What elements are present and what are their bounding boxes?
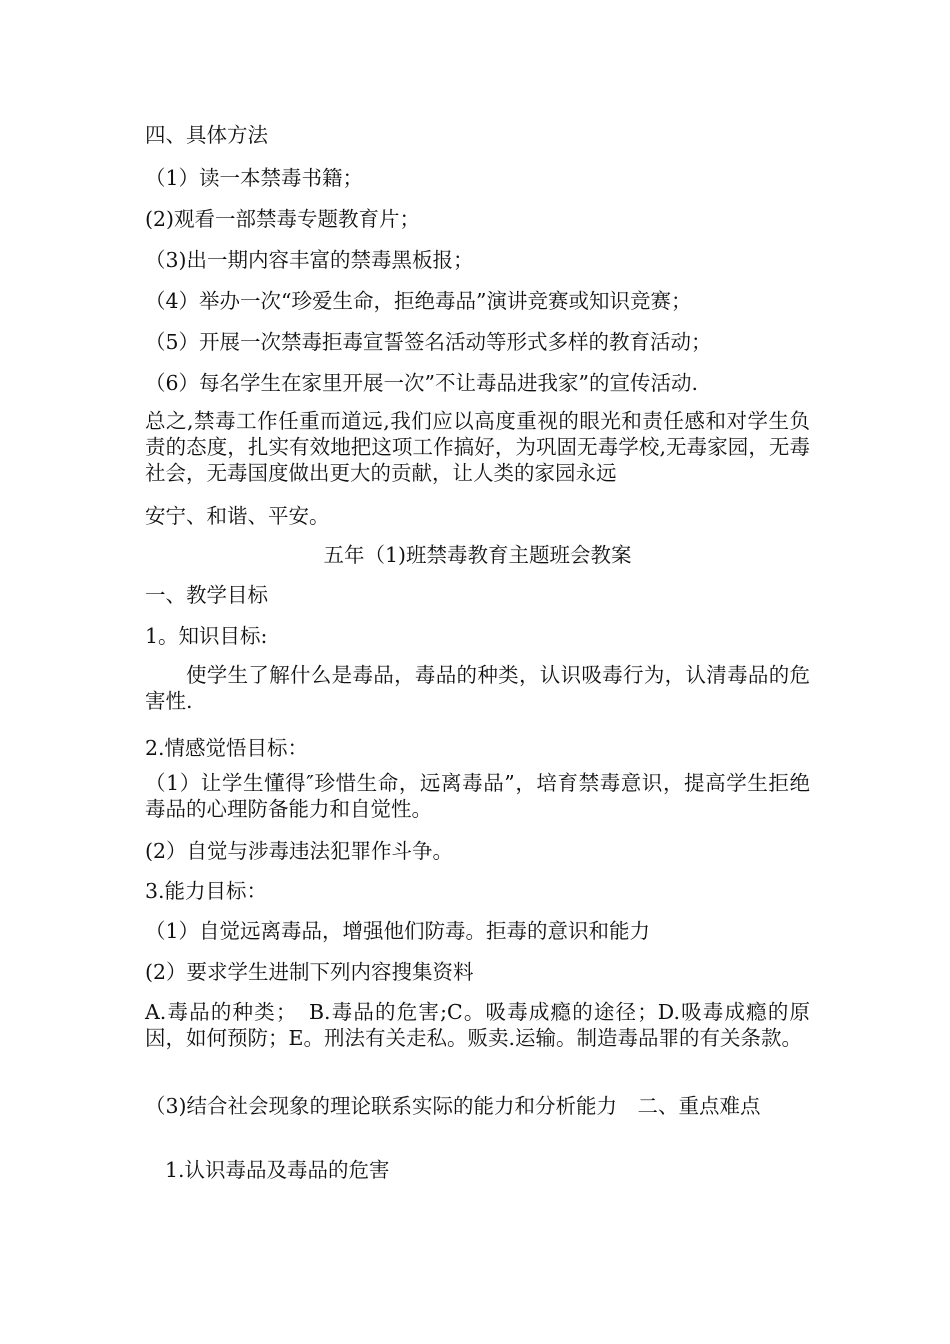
lesson-plan-title: 五年（1)班禁毒教育主题班会教案	[323, 543, 632, 567]
ability-goal-heading: 3.能力目标：	[145, 879, 268, 903]
method-item-2: (2)观看一部禁毒专题教育片；	[145, 207, 421, 231]
emotion-goal-heading: 2.情感觉悟目标：	[145, 736, 309, 760]
conclusion-tail: 安宁、和谐、平安。	[145, 504, 330, 528]
emotion-goal-item-1: （1）让学生懂得″珍惜生命，远离毒品”，培育禁毒意识，提高学生拒绝毒品的心理防备能力和自觉性。	[145, 771, 810, 821]
method-item-4: （4）举办一次“珍爱生命，拒绝毒品”演讲竞赛或知识竞赛；	[145, 289, 692, 313]
key-point-item-1: 1.认识毒品及毒品的危害	[165, 1158, 390, 1182]
ability-goal-item-2: (2）要求学生进制下列内容搜集资料	[145, 960, 474, 984]
ability-goal-item-1: （1）自觉远离毒品，增强他们防毒。拒毒的意识和能力	[145, 919, 651, 943]
method-item-6: （6）每名学生在家里开展一次”不让毒品进我家”的宣传活动.	[145, 371, 699, 395]
knowledge-goal-heading: 1。知识目标:	[145, 624, 268, 648]
ability-material-list: A.毒品的种类； B.毒品的危害;C。吸毒成瘾的途径；D.吸毒成瘾的原因，如何预防；E。刑法有关走私。贩卖.运输。制造毒品罪的有关条款。	[145, 1000, 810, 1050]
method-item-1: （1）读一本禁毒书籍；	[145, 166, 364, 190]
section-heading-methods: 四、具体方法	[145, 123, 268, 147]
knowledge-goal-text: 使学生了解什么是毒品，毒品的种类，认识吸毒行为，认清毒品的危害性.	[145, 663, 810, 713]
method-item-3: （3)出一期内容丰富的禁毒黑板报；	[145, 248, 474, 272]
conclusion-paragraph: 总之,禁毒工作任重而道远,我们应以高度重视的眼光和责任感和对学生负责的态度，扎实有效地把这项工作搞好，为巩固无毒学校,无毒家园，无毒社会，无毒国度做出更大的贡献，让人类的家园永远	[145, 409, 810, 485]
emotion-goal-item-2: (2）自觉与涉毒违法犯罪作斗争。	[145, 839, 454, 863]
teaching-goals-heading: 一、教学目标	[145, 583, 268, 607]
method-item-5: （5）开展一次禁毒拒毒宣誓签名活动等形式多样的教育活动；	[145, 330, 712, 354]
ability-goal-item-3: （3)结合社会现象的理论联系实际的能力和分析能力 二、重点难点	[145, 1094, 761, 1118]
